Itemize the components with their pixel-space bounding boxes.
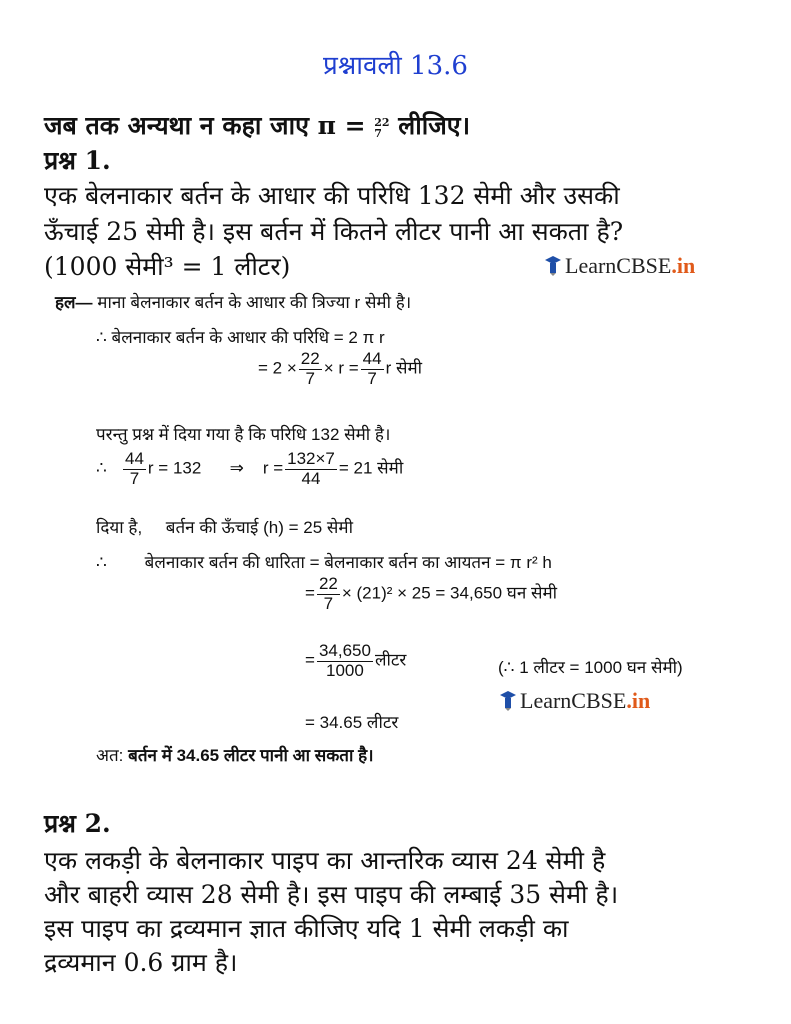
learncbse-logo-2: LearnCBSE.in bbox=[500, 688, 650, 714]
q2-line: एक लकड़ी के बेलनाकार पाइप का आन्तरिक व्यास 24 सेमी है bbox=[44, 846, 606, 875]
pi-fraction: 22 7 bbox=[374, 115, 390, 140]
graduation-cap-icon bbox=[545, 256, 561, 276]
solution-line-6: दिया है, बर्तन की ऊँचाई (h) = 25 सेमी bbox=[96, 518, 353, 537]
solution-line-10: = 34.65 लीटर bbox=[305, 713, 399, 732]
instruction-text: जब तक अन्यथा न कहा जाए π = bbox=[44, 111, 366, 140]
graduation-cap-icon bbox=[500, 691, 516, 711]
learncbse-logo: LearnCBSE.in bbox=[545, 253, 695, 279]
solution-line-5: ∴ $\frac{44}{7}$ r = 132 ⇒ r = $\frac{132\times 7}{44}$ = 21 सेमी bbox=[96, 449, 404, 488]
solution-line-1: हल— माना बेलनाकार बर्तन के आधार की त्रिज्या r सेमी है। bbox=[55, 293, 412, 312]
page-title: प्रश्नावली 13.6 bbox=[323, 51, 468, 81]
solution-line-9: = $\frac{34,650}{1000}$ लीटर bbox=[305, 641, 407, 680]
q1-line: एक बेलनाकार बर्तन के आधार की परिधि 132 सेमी और उसकी bbox=[44, 181, 620, 210]
instruction-suffix: लीजिए। bbox=[398, 111, 471, 140]
solution-line-7: ∴ बेलनाकार बर्तन की धारिता = बेलनाकार बर्तन का आयतन = π r² h bbox=[96, 553, 552, 572]
q1-line: (1000 सेमी³ = 1 लीटर) bbox=[44, 252, 291, 281]
solution-note: (∴ 1 लीटर = 1000 घन सेमी) bbox=[498, 658, 683, 677]
solution-line-3: = 2 × $\frac{22}{7}$ × r = $\frac{44}{7}$ r सेमी bbox=[258, 349, 423, 388]
q2-line: और बाहरी व्यास 28 सेमी है। इस पाइप की लम्बाई 35 सेमी है। bbox=[44, 880, 619, 909]
instruction bbox=[44, 108, 470, 142]
q2-line: इस पाइप का द्रव्यमान ज्ञात कीजिए यदि 1 सेमी लकड़ी का bbox=[44, 914, 569, 943]
solution-line-2: ∴ बेलनाकार बर्तन के आधार की परिधि = 2 π r bbox=[96, 328, 385, 347]
q1-line: ऊँचाई 25 सेमी है। इस बर्तन में कितने लीटर पानी आ सकता है? bbox=[44, 217, 624, 246]
solution-line-8: = $\frac{22}{7}$ × (21)² × 25 = 34,650 घन सेमी bbox=[305, 574, 558, 613]
q2-line: द्रव्यमान 0.6 ग्राम है। bbox=[44, 948, 238, 977]
solution-conclusion: अत: बर्तन में 34.65 लीटर पानी आ सकता है। bbox=[96, 746, 374, 765]
solution-line-4: परन्तु प्रश्न में दिया गया है कि परिधि 132 सेमी है। bbox=[96, 425, 391, 444]
q1-label: प्रश्न 1. bbox=[44, 146, 111, 175]
q2-label: प्रश्न 2. bbox=[44, 809, 111, 838]
